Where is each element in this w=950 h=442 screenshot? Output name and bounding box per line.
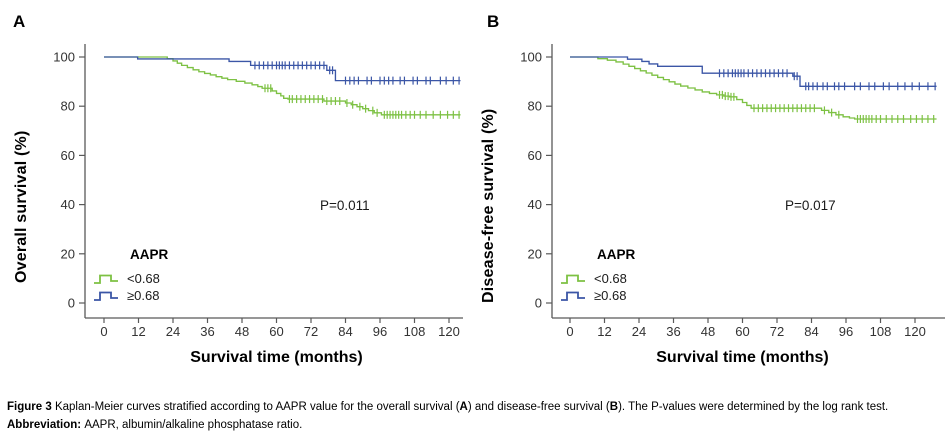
y-axis-title-overall-survival: Overall survival (%) (13, 130, 30, 283)
x-tick-label: 72 (769, 324, 785, 339)
y-tick-label: 60 (60, 147, 75, 163)
x-tick-label: 96 (372, 324, 388, 339)
legend-b (560, 247, 635, 304)
x-tick-label: 24 (165, 324, 181, 339)
y-tick-label: 0 (534, 295, 542, 311)
legend-label: ≥0.68 (127, 288, 160, 303)
figure-caption (7, 398, 945, 435)
legend-a (93, 247, 168, 304)
x-tick-label: 84 (338, 324, 353, 339)
km-step-line-icon (560, 290, 587, 302)
legend-label: ≥0.68 (594, 288, 627, 303)
x-axis-title-b: Survival time (months) (656, 349, 829, 366)
caption-line-1: Figure 3 Kaplan-Meier curves stratified according to AAPR value for the overall survival (A) and disease-free survival (B). The P-values were determined by the log rank test. (7, 401, 889, 413)
x-tick-label: 72 (303, 324, 319, 339)
legend-label: <0.68 (594, 271, 627, 286)
caption-line-2: Abbreviation: AAPR, albumin/alkaline phosphatase ratio. (7, 419, 303, 432)
y-tick-label: 60 (527, 147, 542, 163)
y-tick-label: 40 (527, 197, 542, 213)
x-tick-label: 24 (631, 324, 647, 339)
x-tick-label: 84 (804, 324, 819, 339)
x-tick-label: 48 (700, 324, 716, 339)
x-tick-label: 12 (597, 324, 612, 339)
p-value-b: P=0.017 (785, 198, 836, 213)
legend-title-b: AAPR (597, 247, 636, 262)
y-tick-label: 80 (527, 98, 542, 114)
x-tick-label: 36 (200, 324, 215, 339)
x-tick-label: 48 (234, 324, 250, 339)
x-tick-label: 36 (666, 324, 681, 339)
panel-label-a: A (13, 12, 26, 31)
legend-item-lt-068 (93, 270, 168, 287)
km-step-line-icon (560, 273, 587, 285)
x-tick-label: 60 (269, 324, 284, 339)
panel-label-b: B (487, 12, 500, 31)
x-tick-label: 12 (131, 324, 146, 339)
p-value-a: P=0.011 (320, 198, 370, 213)
legend-label: <0.68 (127, 271, 160, 286)
x-tick-label: 108 (403, 324, 426, 339)
x-tick-label: 60 (735, 324, 750, 339)
km-step-line-icon (93, 290, 120, 302)
x-axis-title-a: Survival time (months) (190, 349, 363, 366)
x-tick-label: 96 (838, 324, 854, 339)
y-tick-label: 0 (67, 295, 75, 311)
y-tick-label: 100 (53, 49, 75, 65)
km-curve-b-blue (570, 57, 937, 86)
y-axis-title-disease-free-survival: Disease-free survival (%) (480, 108, 497, 303)
y-tick-label: 20 (60, 246, 75, 262)
y-tick-label: 40 (60, 197, 75, 213)
legend-item-ge-068 (560, 287, 635, 304)
km-step-line-icon (93, 273, 120, 285)
legend-item-lt-068 (560, 270, 635, 287)
km-curve-b-green (570, 57, 937, 119)
x-tick-label: 120 (904, 324, 926, 339)
y-tick-label: 100 (520, 49, 542, 65)
y-tick-label: 80 (60, 98, 75, 114)
legend-item-ge-068 (93, 287, 168, 304)
x-tick-label: 0 (100, 324, 108, 339)
x-tick-label: 108 (869, 324, 892, 339)
legend-title-a: AAPR (130, 247, 169, 262)
x-tick-label: 120 (438, 324, 460, 339)
x-tick-label: 0 (566, 324, 574, 339)
y-tick-label: 20 (527, 246, 542, 262)
